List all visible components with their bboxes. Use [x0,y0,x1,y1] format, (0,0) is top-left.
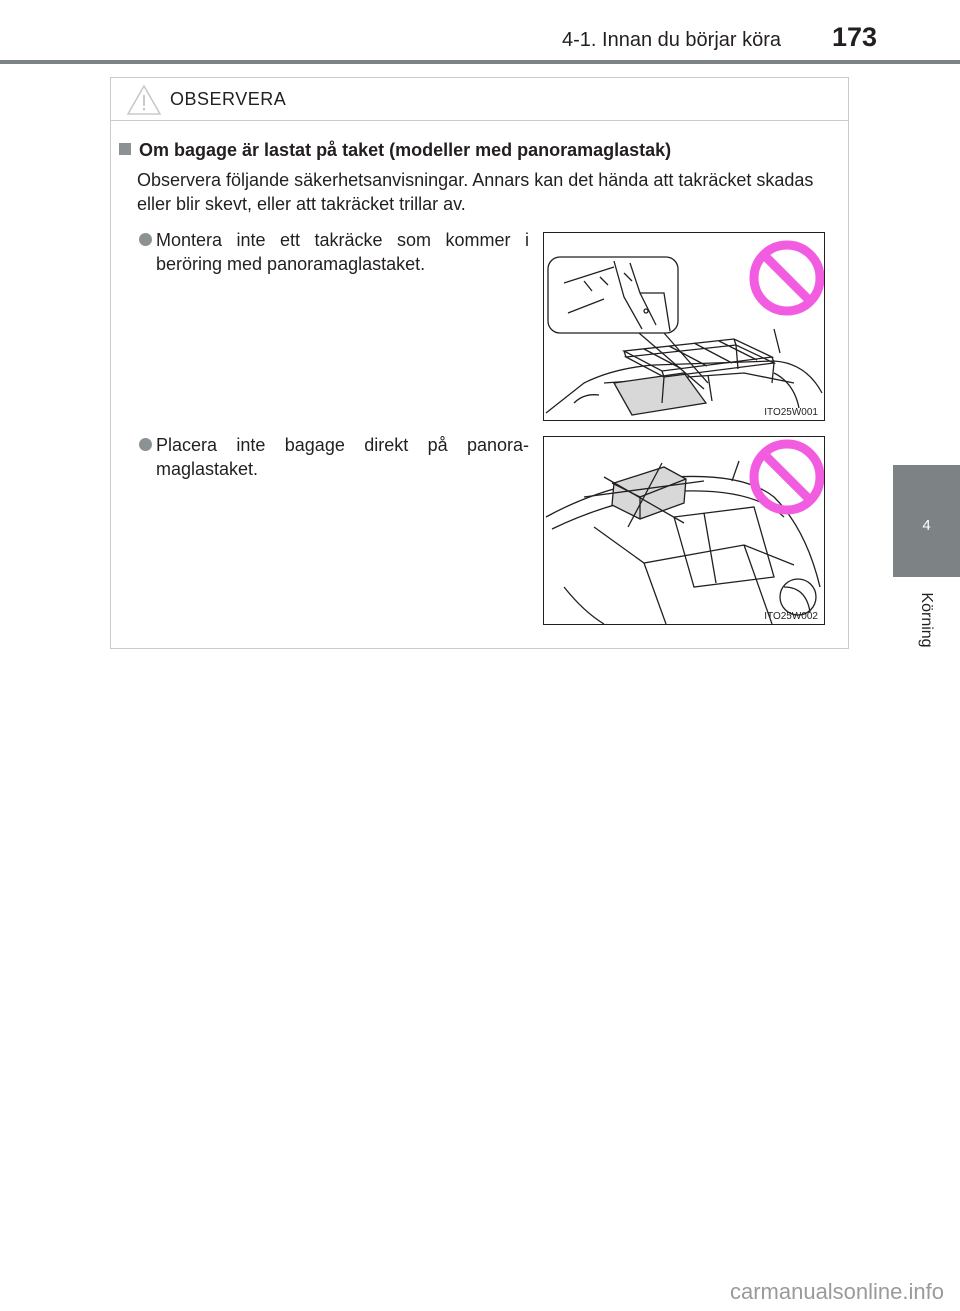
page-number: 173 [832,22,878,52]
square-bullet-icon [119,143,131,155]
roof-rack-illustration [544,233,824,420]
section-body: Observera följande säkerhetsanvisningar. Annars kan det hända att takräcket skadas eller blir skevt, eller att takräcket trillar av. [137,170,814,214]
chapter-tab [893,465,960,577]
figure-code: ITO25W001 [764,407,818,418]
chapter-label: Körning [918,592,935,648]
list-item-text: Montera inte ett takräcke som kommer i beröring med panoramaglastaket. [156,230,529,274]
figure-luggage-on-roof [543,436,825,625]
section-heading [119,140,671,161]
header-section-title: 4-1. Innan du börjar köra [562,29,782,51]
header-rule [0,60,960,64]
list-item [139,433,529,481]
luggage-illustration [544,437,824,624]
chapter-number: 4 [922,517,931,534]
prohibited-icon-2 [754,444,820,510]
list-item [139,228,529,276]
list-item-text: Placera inte bagage direkt på panora-maglastaket. [156,435,529,479]
caution-header [111,78,848,121]
bullet-dot-icon [139,438,152,451]
prohibited-icon-1 [754,245,820,311]
warning-triangle-icon [126,84,162,116]
watermark: carmanualsonline.info [729,1279,944,1304]
bullet-dot-icon [139,233,152,246]
caution-box [110,77,849,649]
caution-title: OBSERVERA [170,89,287,109]
section-heading-text: Om bagage är lastat på taket (modeller med panoramaglastak) [139,140,672,160]
figure-code: ITO25W002 [764,611,818,622]
figure-roof-rack-contact [543,232,825,421]
